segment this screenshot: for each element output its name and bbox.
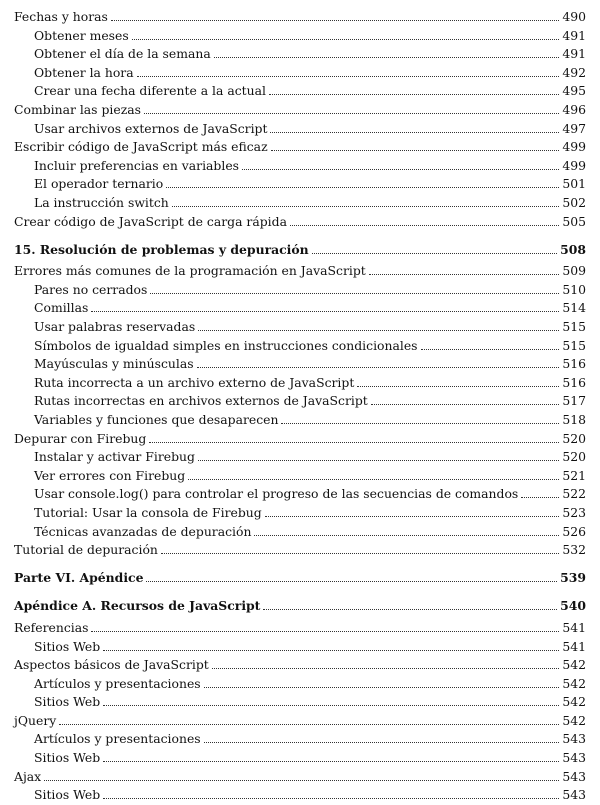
toc-entry-title: Escribir código de JavaScript más eficaz [14,139,268,155]
toc-entry-title: Usar console.log() para controlar el progreso de las secuencias de comandos [34,486,519,502]
toc-entry [14,262,586,281]
toc-entry-title: Pares no cerrados [34,281,148,297]
toc-entry [14,45,586,64]
toc-page-number: 502 [562,194,586,210]
dot-leader [198,330,559,331]
toc-entry-title: Ruta incorrecta a un archivo externo de JavaScript [34,374,355,390]
toc-page-number: 532 [562,542,586,558]
toc-page-number: 540 [560,598,586,614]
dot-leader [521,497,559,498]
toc-entry-title: Variables y funciones que desaparecen [34,411,279,427]
toc-page-number: 520 [562,449,586,465]
toc-page-number: 542 [562,694,586,710]
toc-entry-title: Mayúsculas y minúsculas [34,356,194,372]
toc-entry [14,175,586,194]
toc-page-number: 496 [562,101,586,117]
toc-entry-title: Técnicas avanzadas de depuración [34,523,252,539]
toc-entry [14,120,586,139]
toc-page-number: 495 [562,83,586,99]
toc-page-number: 543 [562,768,586,784]
dot-leader [198,460,559,461]
dot-leader [271,150,560,151]
toc-entry-title: Sitios Web [34,694,101,710]
toc-chapter-entry [14,241,586,260]
dot-leader [59,724,559,725]
toc-entry [14,194,586,213]
toc-page-number: 539 [560,570,586,586]
dot-leader [103,650,559,651]
toc-page-number: 510 [562,281,586,297]
toc-entry-title: Fechas y horas [14,9,108,24]
toc-page-number: 505 [562,213,586,229]
toc-entry [14,138,586,157]
toc-entry [14,318,586,337]
toc-entry [14,355,586,374]
toc-page-number: 515 [562,319,586,334]
toc-page-number: 543 [562,787,586,803]
toc-entry [14,768,586,787]
toc-chapter-entry [14,597,586,616]
toc-entry [14,749,586,768]
dot-leader [166,187,559,188]
toc-entry-title: Apéndice A. Recursos de JavaScript [14,598,261,614]
toc-entry-title: Rutas incorrectas en archivos externos de JavaScript [34,393,368,409]
toc-entry [14,448,586,467]
toc-entry-title: Incluir preferencias en variables [34,157,240,173]
toc-page-number: 542 [562,657,586,673]
toc-page-number: 543 [562,731,586,747]
dot-leader [242,169,559,170]
toc-entry-title: Comillas [34,300,89,316]
toc-page-number: 518 [562,411,586,427]
toc-page-number: 501 [562,176,586,192]
toc-page-number: 509 [562,263,586,279]
toc-entry-title: Usar palabras reservadas [34,319,196,334]
toc-page-number: 543 [562,750,586,766]
toc-page-number: 523 [562,504,586,520]
toc-entry-title: Sitios Web [34,787,101,803]
toc-entry-title: Usar archivos externos de JavaScript [34,120,268,136]
toc-entry-title: Artículos y presentaciones [34,675,201,691]
dot-leader [212,668,560,669]
toc-entry-title: 15. Resolución de problemas y depuración [14,241,309,257]
dot-leader [281,423,559,424]
toc-page-number: 515 [562,337,586,353]
dot-leader [254,535,559,536]
toc-entry-title: Sitios Web [34,750,101,766]
toc-page-number: 541 [562,619,586,635]
toc-entry-title: Obtener el día de la semana [34,46,211,62]
dot-leader [371,404,560,405]
toc-entry-title: Referencias [14,619,89,635]
toc-entry [14,281,586,300]
toc-entry-title: Crear código de JavaScript de carga rápida [14,213,287,229]
dot-leader [91,311,559,312]
toc-page-number: 517 [562,393,586,409]
toc-entry [14,786,586,805]
toc-entry-title: Parte VI. Apéndice [14,570,144,586]
table-of-contents [14,8,586,805]
toc-entry [14,27,586,46]
toc-entry-title: Tutorial: Usar la consola de Firebug [34,504,262,520]
toc-entry [14,374,586,393]
toc-chapter-entry [14,569,586,588]
toc-entry [14,430,586,449]
toc-entry [14,411,586,430]
dot-leader [290,225,559,226]
toc-page-number: 491 [562,46,586,62]
toc-entry [14,656,586,675]
toc-entry-title: Crear una fecha diferente a la actual [34,83,266,99]
dot-leader [312,253,557,254]
dot-leader [103,798,559,799]
toc-entry [14,467,586,486]
toc-entry-title: Ajax [14,768,42,784]
dot-leader [421,349,560,350]
dot-leader [103,761,559,762]
toc-entry-title: La instrucción switch [34,194,169,210]
dot-leader [111,20,559,21]
toc-page-number: 542 [562,675,586,691]
dot-leader [269,94,559,95]
toc-entry [14,541,586,560]
toc-entry [14,638,586,657]
dot-leader [137,76,560,77]
toc-page-number: 542 [562,712,586,728]
dot-leader [144,113,559,114]
toc-page-number: 508 [560,241,586,257]
dot-leader [204,687,560,688]
toc-entry-title: Artículos y presentaciones [34,731,201,747]
toc-entry [14,523,586,542]
toc-entry-title: Obtener meses [34,27,129,43]
toc-entry-title: Aspectos básicos de JavaScript [14,657,209,673]
toc-entry [14,101,586,120]
dot-leader [270,132,559,133]
toc-entry-title: jQuery [14,712,57,728]
toc-entry [14,693,586,712]
toc-entry-title: Depurar con Firebug [14,430,147,446]
toc-page-number: 516 [562,374,586,390]
toc-page-number: 541 [562,638,586,654]
toc-page-number: 492 [562,64,586,80]
toc-entry [14,504,586,523]
dot-leader [150,293,559,294]
toc-entry-title: Tutorial de depuración [14,542,158,558]
dot-leader [172,206,560,207]
dot-leader [204,742,560,743]
toc-page-number: 516 [562,356,586,372]
toc-page-number: 521 [562,467,586,483]
toc-page-number: 520 [562,430,586,446]
dot-leader [197,367,560,368]
toc-entry [14,157,586,176]
toc-page-number: 514 [562,300,586,316]
toc-entry [14,64,586,83]
toc-entry [14,485,586,504]
toc-page-number: 522 [562,486,586,502]
dot-leader [263,609,557,610]
dot-leader [149,442,559,443]
toc-entry-title: Obtener la hora [34,64,134,80]
dot-leader [91,631,559,632]
dot-leader [161,553,559,554]
toc-entry [14,213,586,232]
toc-entry [14,712,586,731]
toc-page-number: 491 [562,27,586,43]
toc-entry [14,299,586,318]
toc-entry [14,675,586,694]
toc-page-number: 499 [562,157,586,173]
toc-entry [14,82,586,101]
toc-entry-title: Instalar y activar Firebug [34,449,195,465]
toc-page-number: 497 [562,120,586,136]
toc-entry-title: Símbolos de igualdad simples en instrucciones condicionales [34,337,418,353]
dot-leader [188,479,559,480]
toc-entry-title: Errores más comunes de la programación en JavaScript [14,263,366,279]
toc-entry-title: Combinar las piezas [14,101,141,117]
dot-leader [103,705,559,706]
toc-entry [14,392,586,411]
dot-leader [214,57,560,58]
toc-entry [14,337,586,356]
toc-page-number: 490 [562,9,586,24]
toc-entry [14,730,586,749]
toc-entry [14,8,586,27]
toc-entry-title: Ver errores con Firebug [34,467,186,483]
dot-leader [369,274,560,275]
dot-leader [146,581,557,582]
dot-leader [357,386,559,387]
toc-entry-title: Sitios Web [34,638,101,654]
toc-entry [14,619,586,638]
dot-leader [265,516,560,517]
toc-page-number: 526 [562,523,586,539]
toc-entry-title: El operador ternario [34,176,164,192]
toc-page-number: 499 [562,139,586,155]
dot-leader [132,39,560,40]
